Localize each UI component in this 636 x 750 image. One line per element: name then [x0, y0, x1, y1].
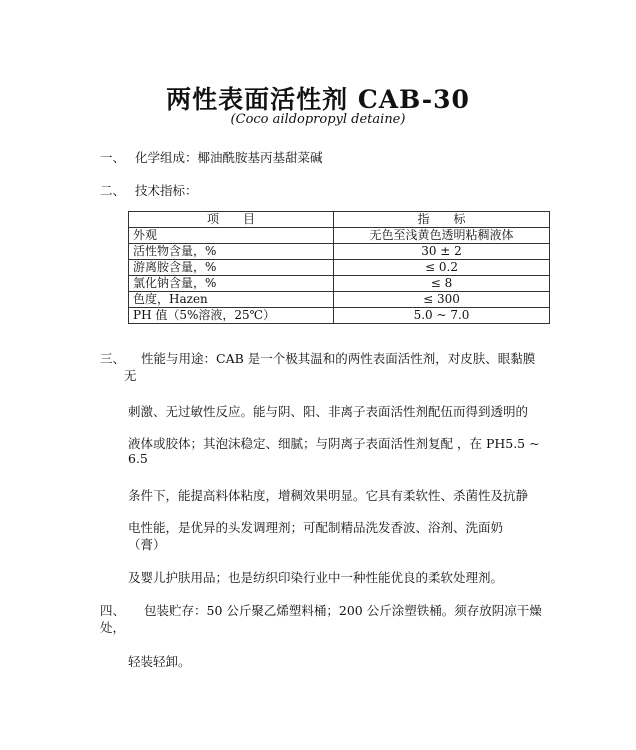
spec-value: ≤ 0.2: [334, 260, 550, 276]
table-row: [129, 292, 550, 308]
table-row: [129, 308, 550, 324]
section-4-line: 处，: [100, 620, 126, 635]
spec-header-value: 指 标: [334, 212, 550, 228]
section-3-line: 6.5: [128, 451, 148, 466]
spec-value: ≤ 300: [334, 292, 550, 308]
section-3-line: 及婴儿护肤用品；也是纺织印染行业中一种性能优良的柔软处理剂。: [128, 570, 504, 585]
table-row: [129, 244, 550, 260]
section-4-line: 轻装轻卸。: [128, 654, 191, 669]
section-3-line: 条件下，能提高料体粘度，增稠效果明显。它具有柔软性、杀菌性及抗静: [128, 488, 529, 503]
spec-value: 5.0 ~ 7.0: [334, 308, 550, 324]
spec-item: 游离胺含量，%: [129, 260, 334, 276]
spec-item: 色度，Hazen: [129, 292, 334, 308]
spec-table-header-row: [129, 212, 550, 228]
table-row: [129, 228, 550, 244]
spec-item: 氯化钠含量，%: [129, 276, 334, 292]
document-title: 两性表面活性剂 CAB-30: [166, 85, 470, 114]
section-3-number: 三、: [100, 351, 126, 366]
section-3-line: 无: [124, 368, 137, 383]
section-3-line: 电性能，是优异的头发调理剂；可配制精品洗发香波、浴剂、洗面奶: [128, 520, 504, 535]
table-row: [129, 260, 550, 276]
section-2-text: 技术指标：: [135, 183, 198, 198]
section-3-line: 刺激、无过敏性反应。能与阴、阳、非离子表面活性剂配伍而得到透明的: [128, 404, 529, 419]
table-row: [129, 276, 550, 292]
section-3-line: 性能与用途：CAB 是一个极其温和的两性表面活性剂，对皮肤、眼黏膜: [141, 351, 536, 366]
section-4-line: 包装贮存：50 公斤聚乙烯塑料桶；200 公斤涂塑铁桶。须存放阴凉干燥: [144, 603, 542, 618]
document-subtitle: (Coco aildopropyl detaine): [230, 112, 406, 127]
section-1-text: 化学组成：椰油酰胺基丙基甜菜碱: [135, 150, 323, 165]
spec-value: 无色至浅黄色透明粘稠液体: [334, 228, 550, 244]
spec-item: PH 值（5%溶液，25℃）: [129, 308, 334, 324]
spec-value: ≤ 8: [334, 276, 550, 292]
section-4-number: 四、: [100, 603, 126, 618]
spec-value: 30 ± 2: [334, 244, 550, 260]
spec-item: 外观: [129, 228, 334, 244]
spec-table: [128, 211, 550, 324]
section-3-line: 液体或胶体；其泡沫稳定、细腻；与阴离子表面活性剂复配 ，在 PH5.5 ~: [128, 436, 540, 451]
spec-item: 活性物含量，%: [129, 244, 334, 260]
section-2-number: 二、: [100, 183, 126, 198]
section-3-line: （膏）: [128, 537, 166, 552]
spec-header-item: 项 目: [129, 212, 334, 228]
section-1-number: 一、: [100, 150, 126, 165]
